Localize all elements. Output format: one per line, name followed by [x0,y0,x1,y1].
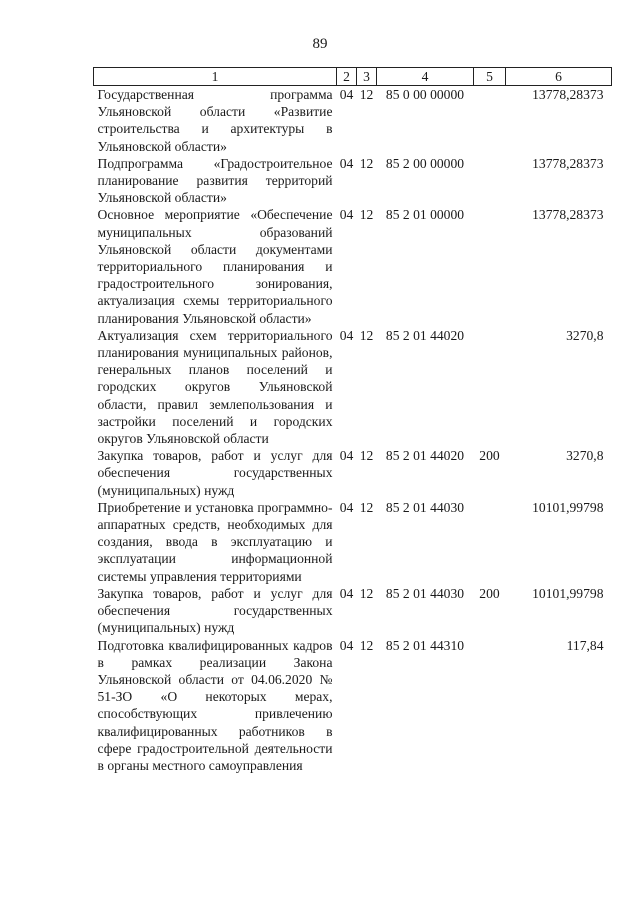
row-expense-type: 200 [479,448,500,464]
row-subsection: 12 [359,585,374,601]
header-col-6: 6 [506,68,612,86]
row-name: Приобретение и установка программно-аппаратных средств, необходимых для создания, ввода в эксплуатацию и эксплуатации информационной системы управления территориями [97,499,333,584]
table-row [94,499,612,585]
header-row [94,68,612,86]
row-name: Основное мероприятие «Обеспечение муниципальных образований Ульяновской области документами территориального планирования и градостроительного зонирования, актуализация схемы территориального планирования Ульяновской области» [97,207,333,326]
row-amount: 13778,28373 [532,207,604,223]
row-expense-type [474,206,506,326]
row-expense-type [474,155,506,207]
row-name: Подпрограмма «Градостроительное планирование развития территорий Ульяновской области» [97,155,333,206]
row-target-article: 85 2 00 00000 [385,155,465,171]
row-subsection: 12 [359,499,374,515]
table-row [94,585,612,637]
row-target-article: 85 2 01 00000 [385,207,465,223]
table-row [94,327,612,447]
row-target-article: 85 0 00 00000 [385,87,465,102]
row-target-article: 85 2 01 44020 [385,448,465,464]
header-col-5: 5 [474,68,506,86]
header-col-3: 3 [357,68,377,86]
row-subsection: 12 [359,87,374,102]
row-section: 04 [339,155,354,171]
table-row [94,206,612,326]
row-subsection: 12 [359,327,374,343]
row-expense-type [474,327,506,447]
row-subsection: 12 [359,207,374,223]
table-row [94,637,612,775]
row-expense-type [474,499,506,585]
row-section: 04 [339,448,354,464]
row-target-article: 85 2 01 44020 [385,327,465,343]
row-name: Актуализация схем территориального планирования муниципальных районов, генеральных планов поселений и городских округов Ульяновской области, правил землепользования и застройки поселений и городских округов Ульяновской области [97,327,333,447]
budget-table [93,67,612,774]
row-section: 04 [339,499,354,515]
row-amount: 13778,28373 [532,155,604,171]
row-amount: 117,84 [566,637,604,653]
row-amount: 13778,28373 [532,87,604,102]
row-subsection: 12 [359,448,374,464]
row-section: 04 [339,327,354,343]
table-row [94,155,612,207]
page-number: 89 [312,36,328,52]
row-subsection: 12 [359,155,374,171]
row-expense-type: 200 [479,585,500,601]
row-section: 04 [339,637,354,653]
row-section: 04 [339,87,354,102]
table-body [94,86,612,775]
budget-table-wrapper [93,67,611,774]
row-section: 04 [339,207,354,223]
row-expense-type [474,637,506,775]
row-name: Государственная программа Ульяновской области «Развитие строительства и архитектуры в Ульяновской области» [97,87,333,154]
row-target-article: 85 2 01 44310 [385,637,465,653]
row-amount: 3270,8 [566,327,604,343]
row-amount: 3270,8 [566,448,604,464]
header-col-2: 2 [337,68,357,86]
table-header [94,68,612,86]
row-amount: 10101,99798 [532,585,604,601]
row-target-article: 85 2 01 44030 [385,585,465,601]
row-name: Подготовка квалифицированных кадров в рамках реализации Закона Ульяновской области от 04.06.2020 № 51-ЗО «О некоторых мерах, способствующих привлечению квалифицированных работников в сфере градостроительной деятельности в органы местного самоуправления [97,637,333,773]
table-row [94,447,612,499]
table-row [94,86,612,155]
row-name: Закупка товаров, работ и услуг для обеспечения государственных (муниципальных) нужд [97,585,333,636]
row-subsection: 12 [359,637,374,653]
row-expense-type [474,86,506,155]
row-section: 04 [339,585,354,601]
row-name: Закупка товаров, работ и услуг для обеспечения государственных (муниципальных) нужд [97,448,333,498]
row-amount: 10101,99798 [532,499,604,515]
header-col-1: 1 [94,68,337,86]
row-target-article: 85 2 01 44030 [385,499,465,515]
header-col-4: 4 [377,68,474,86]
